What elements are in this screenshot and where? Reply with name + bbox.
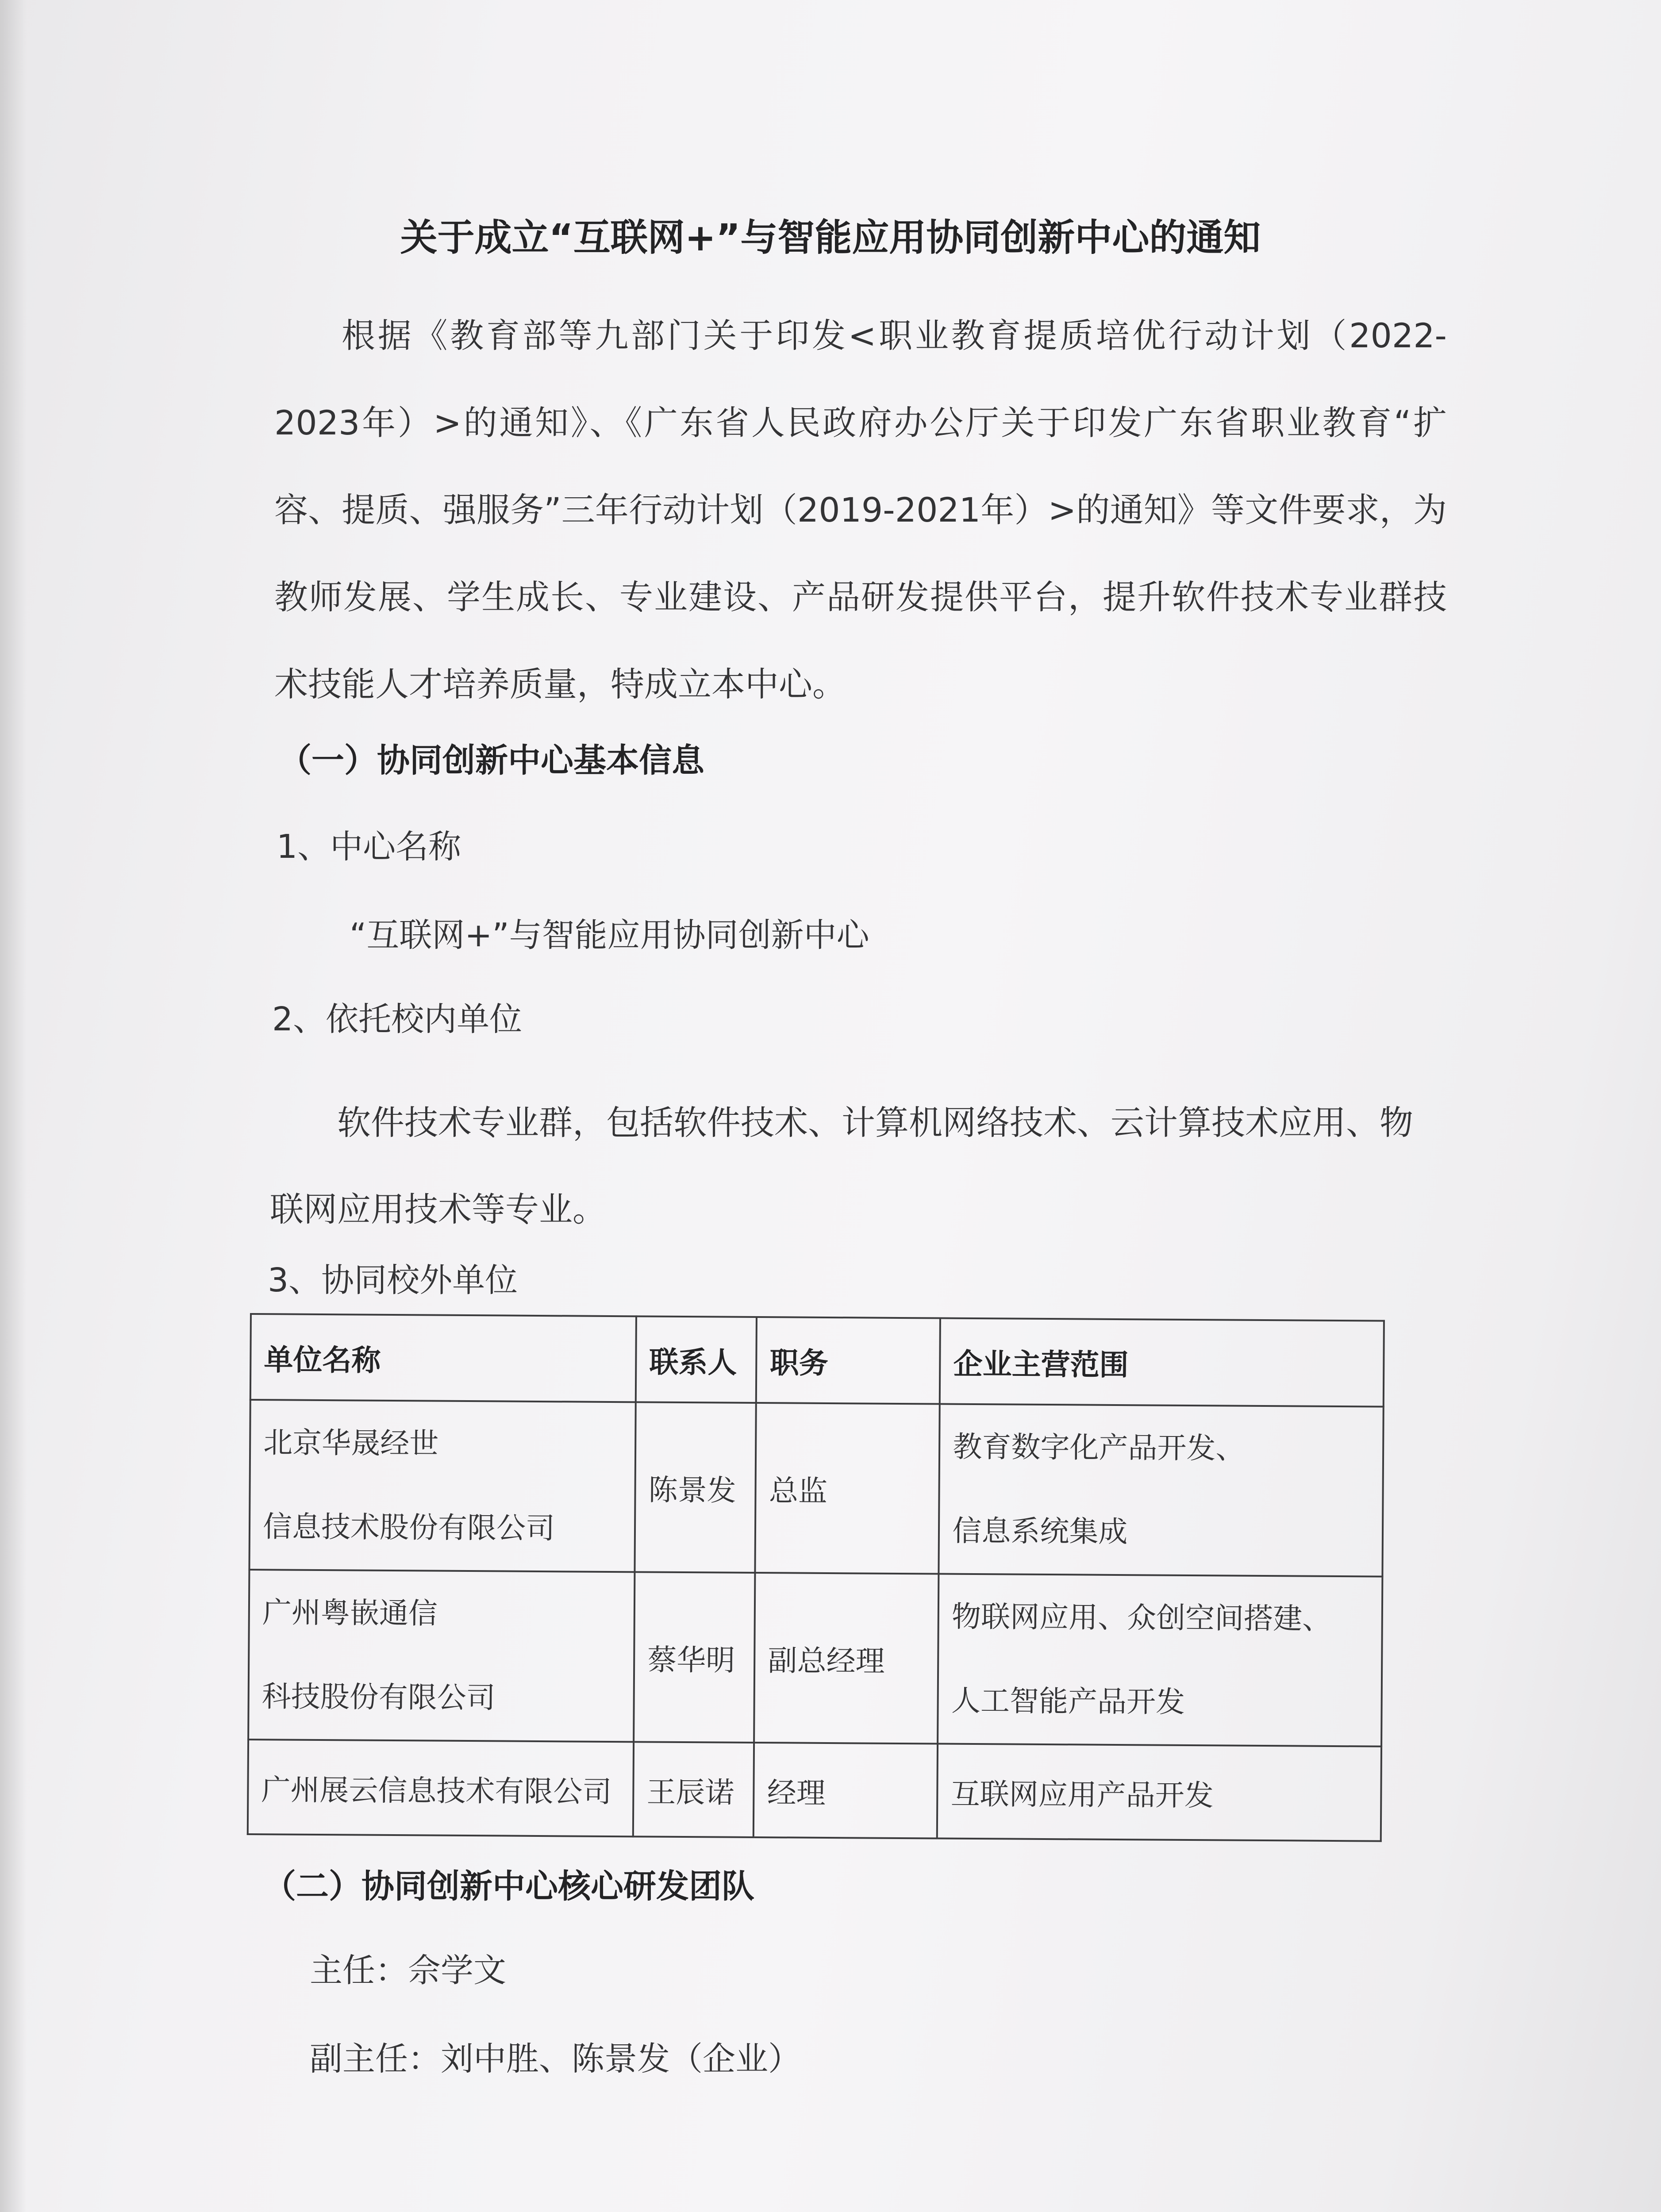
scope-line: 信息系统集成 bbox=[952, 1513, 1128, 1549]
unit-name-line: 信息技术股份有限公司 bbox=[262, 1509, 555, 1546]
page-edge-shadow bbox=[0, 0, 27, 2212]
partner-units-table bbox=[247, 1313, 1385, 1842]
table-row bbox=[248, 1570, 1382, 1747]
table-row bbox=[249, 1400, 1383, 1577]
cell-contact: 蔡华明 bbox=[634, 1572, 755, 1743]
unit-name-line: 北京华晟经世 bbox=[263, 1425, 439, 1461]
scope-line: 物联网应用、众创空间搭建、 bbox=[951, 1599, 1332, 1636]
cell-business-scope: 互联网应用产品开发 bbox=[937, 1744, 1381, 1841]
host-unit-label: 2、依托校内单位 bbox=[272, 1000, 523, 1038]
cell-position: 经理 bbox=[754, 1743, 938, 1839]
section-1-heading: （一）协同创新中心基本信息 bbox=[279, 741, 704, 780]
unit-name-line: 科技股份有限公司 bbox=[261, 1679, 496, 1715]
partner-units-label: 3、协同校外单位 bbox=[268, 1261, 518, 1299]
team-director: 主任：佘学文 bbox=[310, 1951, 506, 1989]
center-name-label: 1、中心名称 bbox=[277, 828, 461, 866]
header-position: 职务 bbox=[756, 1317, 940, 1404]
cell-unit-name bbox=[248, 1570, 634, 1742]
table-header-row bbox=[250, 1314, 1384, 1407]
header-contact: 联系人 bbox=[636, 1316, 757, 1403]
host-unit-value: 软件技术专业群，包括软件技术、计算机网络技术、云计算技术应用、物联网应用技术等专业。 bbox=[270, 1103, 1413, 1229]
header-unit-name: 单位名称 bbox=[250, 1314, 636, 1402]
cell-unit-name bbox=[249, 1400, 635, 1572]
scope-line: 教育数字化产品开发、 bbox=[953, 1429, 1245, 1466]
cell-unit-name: 广州展云信息技术有限公司 bbox=[248, 1740, 634, 1836]
document-title: 关于成立“互联网+”与智能应用协同创新中心的通知 bbox=[400, 216, 1261, 259]
intro-paragraph: 根据《教育部等九部门关于印发<职业教育提质培优行动计划（2022-2023年）>的通知》、《广东省人民政府办公厅关于印发广东省职业教育“扩容、提质、强服务”三年行动计划（2019-2021年）>的通知》等文件要求，为教师发展、学生成长、专业建设、产品研发提供平台，提升软件技术专业群技术技能人才培养质量，特成立本中心。 bbox=[274, 316, 1447, 704]
cell-contact: 王辰诺 bbox=[633, 1742, 754, 1837]
cell-business-scope bbox=[939, 1404, 1384, 1577]
scope-line: 人工智能产品开发 bbox=[951, 1683, 1185, 1719]
unit-name-line: 广州粤嵌通信 bbox=[262, 1595, 438, 1631]
table-row bbox=[248, 1740, 1381, 1841]
cell-position: 副总经理 bbox=[754, 1573, 939, 1744]
header-business-scope: 企业主营范围 bbox=[940, 1318, 1384, 1407]
team-deputy-directors: 副主任：刘中胜、陈景发（企业） bbox=[310, 2040, 801, 2078]
cell-business-scope bbox=[938, 1574, 1382, 1747]
cell-position: 总监 bbox=[755, 1403, 940, 1574]
cell-contact: 陈景发 bbox=[635, 1402, 757, 1573]
center-name-value: “互联网+”与智能应用协同创新中心 bbox=[350, 916, 869, 954]
section-2-heading: （二）协同创新中心核心研发团队 bbox=[263, 1867, 754, 1905]
